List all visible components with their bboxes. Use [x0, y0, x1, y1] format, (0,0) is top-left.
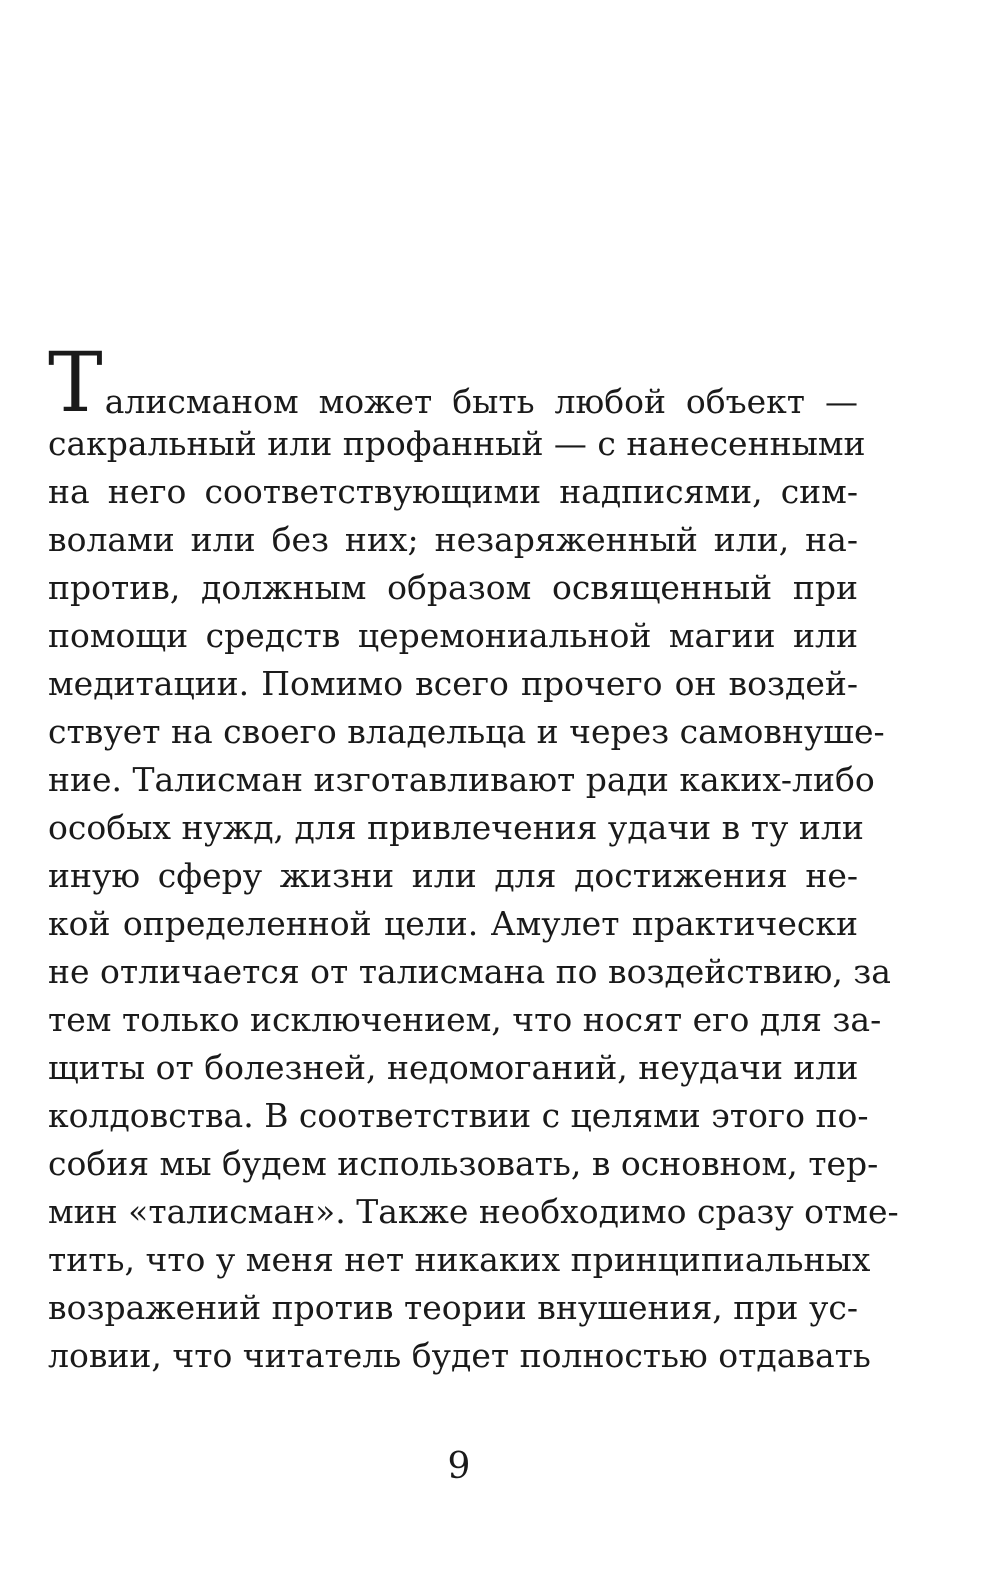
page-number: 9 [447, 1446, 471, 1487]
text-line: кой определенной цели. Амулет практически [48, 904, 858, 943]
text-line: волами или без них; незаряженный или, на- [48, 520, 858, 559]
first-line-text: алисманом может быть любой объект — [104, 382, 858, 421]
text-line: ствует на своего владельца и через самовнуше- [48, 712, 885, 751]
text-line: против, должным образом освященный при [48, 568, 858, 607]
text-line: ловии, что читатель будет полностью отдавать [48, 1336, 871, 1375]
text-line: тить, что у меня нет никаких принципиальных [48, 1240, 871, 1279]
text-line: иную сферу жизни или для достижения не- [48, 856, 858, 895]
text-line: мин «талисман». Также необходимо сразу отме- [48, 1192, 899, 1231]
text-line: медитации. Помимо всего прочего он воздей- [48, 664, 858, 703]
text-line: сакральный или профанный — с нанесенными [48, 424, 866, 463]
text-line: помощи средств церемониальной магии или [48, 616, 858, 655]
text-line: особых нужд, для привлечения удачи в ту или [48, 808, 864, 847]
text-line: тем только исключением, что носят его для за- [48, 1000, 882, 1039]
text-line: щиты от болезней, недомоганий, неудачи или [48, 1048, 859, 1087]
text-line: собия мы будем использовать, в основном, тер- [48, 1144, 879, 1183]
text-line: возражений против теории внушения, при ус- [48, 1288, 858, 1327]
text-line: колдовства. В соответствии с целями этого по- [48, 1096, 869, 1135]
text-line: ние. Талисман изготавливают ради каких-либо [48, 760, 875, 799]
paragraph-first-line [48, 336, 858, 431]
text-line: не отличается от талисмана по воздействию, за [48, 952, 891, 991]
body-paragraph [48, 336, 899, 1380]
drop-cap: Т [48, 336, 103, 431]
text-line: на него соответствующими надписями, сим- [48, 472, 858, 511]
